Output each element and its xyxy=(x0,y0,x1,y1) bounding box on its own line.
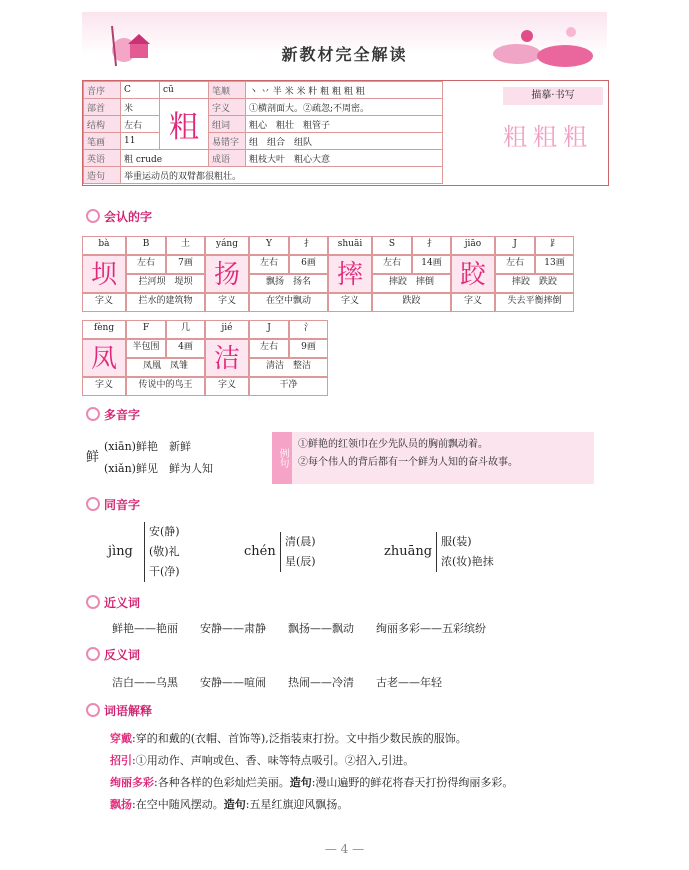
vocab-meaning: 在空中飘动 xyxy=(249,293,328,312)
vocab-strokes: 7画 xyxy=(166,255,205,274)
structure-value: 左右 xyxy=(121,116,160,133)
vocab-character: 坝 xyxy=(82,255,126,293)
vocab-strokes: 9画 xyxy=(289,339,328,358)
magnifier-icon xyxy=(86,497,100,511)
easy-wrong-label: 易错字 xyxy=(209,133,246,150)
vocab-words: 飘扬 扬名 xyxy=(249,274,328,293)
homophone-group-1: 安(静) (敬)礼 干(净) xyxy=(144,522,180,582)
section-heading-polyphonic: 多音字 xyxy=(86,406,140,423)
vocab-structure: 半包围 xyxy=(126,339,166,358)
poly-char: 鲜 xyxy=(86,450,100,465)
explain-item: 穿戴:穿的和戴的(衣帽、首饰等),泛指装束打扮。文中指少数民族的服饰。 xyxy=(110,732,467,745)
vocab-words: 摔跤 跌跤 xyxy=(495,274,574,293)
vocab-structure: 左右 xyxy=(249,339,289,358)
vocab-radical-part: 扌 xyxy=(289,236,328,255)
explanations xyxy=(86,728,596,816)
vocab-words: 清洁 整洁 xyxy=(249,358,328,377)
vocab-pinyin: jiāo xyxy=(451,236,495,255)
structure-label: 结构 xyxy=(84,116,121,133)
homophone-pinyin-2: chén xyxy=(244,544,276,559)
vocab-strokes: 6画 xyxy=(289,255,328,274)
flower-decoration xyxy=(487,18,597,72)
vocab-character: 凤 xyxy=(82,339,126,377)
english-label: 英语 xyxy=(84,150,121,167)
pinyin-value: C xyxy=(121,82,160,99)
section-heading-synonym: 近义词 xyxy=(86,594,140,611)
vocab-structure: 左右 xyxy=(372,255,412,274)
pinyin-reading: cū xyxy=(160,82,209,99)
vocab-meaning: 跌跤 xyxy=(372,293,451,312)
sentence-value: 举重运动员的双臂都很粗壮。 xyxy=(121,167,443,184)
magnifier-icon xyxy=(86,647,100,661)
explain-item: 飘扬:在空中随风摆动。造句:五星红旗迎风飘扬。 xyxy=(110,798,349,811)
homophone-group-3: 服(装) 浓(妆)艳抹 xyxy=(436,532,494,572)
vocab-radical: J xyxy=(249,320,289,339)
vocab-pinyin: yáng xyxy=(205,236,249,255)
magnifier-icon xyxy=(86,703,100,717)
idiom-label: 成语 xyxy=(209,150,246,167)
vocab-radical: S xyxy=(372,236,412,255)
vocab-pinyin: fèng xyxy=(82,320,126,339)
vocab-meaning-label: 字义 xyxy=(82,377,126,396)
vocab-radical-part: 土 xyxy=(166,236,205,255)
trace-char-1: 粗 xyxy=(503,123,533,151)
words-value: 粗心 粗壮 粗管子 xyxy=(246,116,443,133)
vocab-meaning: 拦水的建筑物 xyxy=(126,293,205,312)
meaning-value: ①横剖面大。②疏忽;不周密。 xyxy=(246,99,443,116)
vocab-structure: 左右 xyxy=(126,255,166,274)
vocab-grid-row1 xyxy=(82,236,576,312)
vocab-radical: J xyxy=(495,236,535,255)
words-label: 组词 xyxy=(209,116,246,133)
section-heading-recognize: 会认的字 xyxy=(86,208,152,225)
poly-line-1: (xiān)鲜艳 新鲜 xyxy=(104,440,191,453)
vocab-grid-row2 xyxy=(82,320,329,396)
page-header-title: 新教材完全解读 xyxy=(281,45,408,64)
poly-line-2: (xiǎn)鲜见 鲜为人知 xyxy=(104,462,213,475)
vocab-radical: B xyxy=(126,236,166,255)
example-2: ②每个伟人的背后都有一个鲜为人知的奋斗故事。 xyxy=(298,457,518,468)
vocab-character: 洁 xyxy=(205,339,249,377)
vocab-meaning: 干净 xyxy=(249,377,328,396)
vocab-meaning: 失去平衡摔倒 xyxy=(495,293,574,312)
strokes-label: 笔画 xyxy=(84,133,121,150)
page-number: — 4 — xyxy=(324,842,365,856)
vocab-character: 跤 xyxy=(451,255,495,293)
homophone-pinyin-1: jìng xyxy=(108,544,133,559)
meaning-label: 字义 xyxy=(209,99,246,116)
vocab-meaning-label: 字义 xyxy=(82,293,126,312)
radical-label: 部首 xyxy=(84,99,121,116)
antonym-list: 洁白——乌黑 安静——喧闹 热闹——冷清 古老——年轻 xyxy=(112,676,442,689)
explain-item: 招引:①用动作、声响或色、香、味等特点吸引。②招入,引进。 xyxy=(110,754,415,767)
main-character: 粗 xyxy=(160,99,209,150)
section-heading-explain: 词语解释 xyxy=(86,702,152,719)
trace-char-2: 粗 xyxy=(533,123,563,151)
vocab-words: 凤凰 凤雏 xyxy=(126,358,205,377)
vocab-radical-part: ⻊ xyxy=(535,236,574,255)
magnifier-icon xyxy=(86,407,100,421)
vocab-meaning-label: 字义 xyxy=(205,293,249,312)
magnifier-icon xyxy=(86,209,100,223)
synonym-list: 鲜艳——艳丽 安静——肃静 飘扬——飘动 绚丽多彩——五彩缤纷 xyxy=(112,622,486,635)
vocab-radical-part: 氵 xyxy=(289,320,328,339)
vocab-strokes: 14画 xyxy=(412,255,451,274)
section-heading-antonym: 反义词 xyxy=(86,646,140,663)
stroke-order-label: 笔顺 xyxy=(209,82,246,99)
vocab-pinyin: jié xyxy=(205,320,249,339)
english-value: 粗 crude xyxy=(121,150,209,167)
trace-char-3: 粗 xyxy=(563,123,593,151)
vocab-structure: 左右 xyxy=(495,255,535,274)
vocab-words: 摔跤 摔倒 xyxy=(372,274,451,293)
section-heading-homophone: 同音字 xyxy=(86,496,140,513)
vocab-meaning-label: 字义 xyxy=(451,293,495,312)
vocab-strokes: 4画 xyxy=(166,339,205,358)
header-banner xyxy=(82,12,607,74)
pinyin-label: 音序 xyxy=(84,82,121,99)
vocab-meaning-label: 字义 xyxy=(205,377,249,396)
example-sentences xyxy=(292,432,594,484)
vocab-radical: Y xyxy=(249,236,289,255)
easy-wrong-value: 组 组合 组队 xyxy=(246,133,443,150)
sentence-label: 造句 xyxy=(84,167,121,184)
vocab-character: 摔 xyxy=(328,255,372,293)
vocab-meaning-label: 字义 xyxy=(328,293,372,312)
vocab-character: 扬 xyxy=(205,255,249,293)
trace-characters xyxy=(503,117,603,152)
stroke-order-value: 丶 丷 半 米 米 籵 粗 粗 粗 粗 xyxy=(246,82,443,99)
homophone-group-2: 清(晨) 星(辰) xyxy=(280,532,316,572)
magnifier-icon xyxy=(86,595,100,609)
trace-write-label: 描摹·书写 xyxy=(503,87,603,105)
example-tag: 例句 xyxy=(272,432,292,484)
explain-item: 绚丽多彩:各种各样的色彩灿烂美丽。造句:漫山遍野的鲜花将春天打扮得绚丽多彩。 xyxy=(110,776,514,789)
idiom-value: 粗枝大叶 粗心大意 xyxy=(246,150,443,167)
vocab-radical-part: 扌 xyxy=(412,236,451,255)
vocab-pinyin: bà xyxy=(82,236,126,255)
vocab-meaning: 传说中的鸟王 xyxy=(126,377,205,396)
example-1: ①鲜艳的红领巾在少先队员的胸前飘动着。 xyxy=(298,439,488,450)
vocab-strokes: 13画 xyxy=(535,255,574,274)
vocab-pinyin: shuāi xyxy=(328,236,372,255)
character-card xyxy=(82,80,609,186)
radical-value: 米 xyxy=(121,99,160,116)
vocab-structure: 左右 xyxy=(249,255,289,274)
vocab-radical-part: 几 xyxy=(166,320,205,339)
strokes-value: 11 xyxy=(121,133,160,150)
homophone-pinyin-3: zhuāng xyxy=(384,544,433,559)
vocab-words: 拦河坝 堤坝 xyxy=(126,274,205,293)
vocab-radical: F xyxy=(126,320,166,339)
